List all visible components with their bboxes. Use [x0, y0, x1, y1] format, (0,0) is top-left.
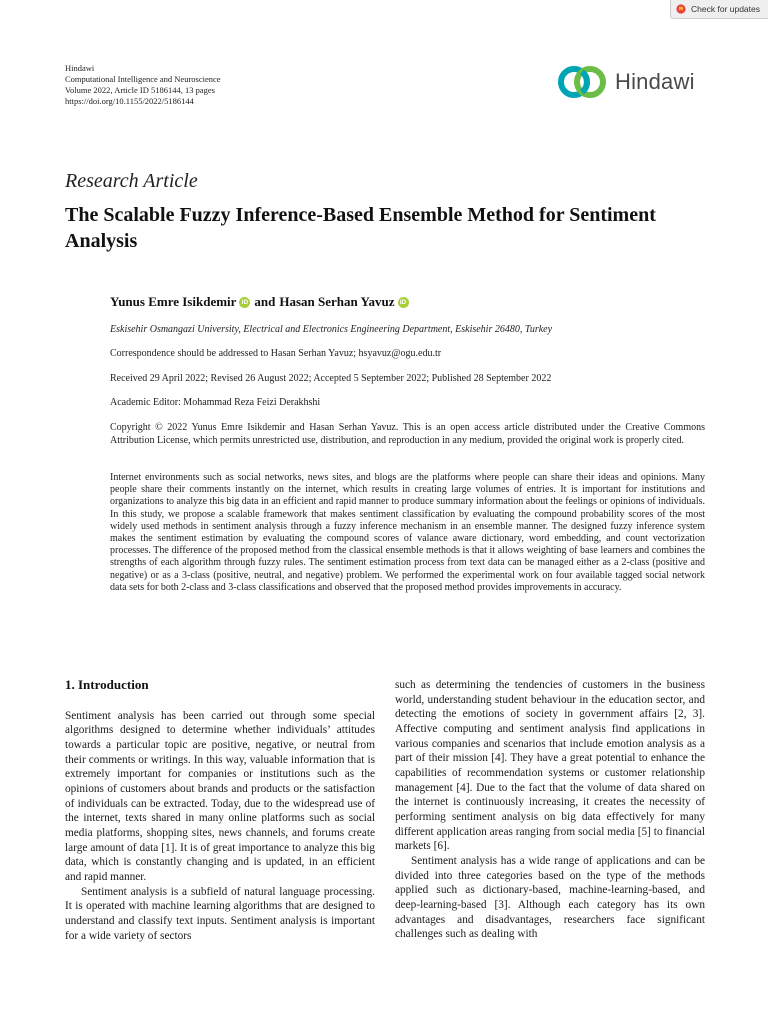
body-paragraph: Sentiment analysis has been carried out through some special algorithms designed to determine whether individuals’ attitudes towards a particular topic are positive, negative, or neutral from their comments or writings. In this way, valuable information that is extremely important for companies or institutions such as the opinions of customers about brands and products or the satisfaction of individuals can be extracted. Today, due to the widespread use of the internet, texts shared in many online platforms such as social media platforms, shopping sites, news channels, and forums create large amount of data [1]. It is of great importance to analyze this big data, which is constantly changing and is updated, in an efficient and rapid manner.	[65, 709, 375, 883]
author-separator: and	[254, 294, 276, 309]
academic-editor: Academic Editor: Mohammad Reza Feizi Derakhshi	[110, 397, 321, 408]
abstract: Internet environments such as social networks, news sites, and blogs are the platforms where people can share their ideas and opinions. Many people share their comments instantly on the internet, which results in creating large volumes of entries. It is important for institutions and organizations to analyze this big data in an efficient and rapid manner to produce summary information about the feelings or opinions of individuals. In this study, we propose a scalable framework that makes sentiment classification by evaluating the compound probability scores of the most widely used methods in sentiment analysis through a fuzzy inference mechanism in an ensemble manner. The designed fuzzy inference system makes the sentiment estimation by evaluating the compound scores of valance aware dictionary, word embedding, and count vectorization processes. The difference of the proposed method from the classical ensemble methods is that it allows weighting of base learners and combines the strengths of each algorithm through fuzzy rules. The sentiment estimation process from text data can be managed either as a 2-class (positive and negative) or as a 3-class (positive, neutral, and negative) problem. We performed the experimental work on four available tagged social network data sets for both 2-class and 3-class classifications and observed that the proposed method provides improvements in accuracy.	[110, 472, 705, 593]
check-for-updates-label: Check for updates	[691, 4, 760, 14]
author-list	[110, 294, 413, 310]
article-title: The Scalable Fuzzy Inference-Based Ensemble Method for Sentiment Analysis	[65, 204, 656, 252]
body-column-right	[395, 678, 705, 942]
article-type: Research Article	[65, 170, 198, 192]
doi-link[interactable]: https://doi.org/10.1155/2022/5186144	[65, 96, 194, 106]
copyright-notice: Copyright © 2022 Yunus Emre Isikdemir and Hasan Serhan Yavuz. This is an open access article distributed under the Creative Commons Attribution License, which permits unrestricted use, distribution, and reproduction in any medium, provided the original work is properly cited.	[110, 422, 705, 446]
journal-name: Computational Intelligence and Neuroscience	[65, 74, 221, 84]
section-heading: 1. Introduction	[65, 677, 149, 692]
body-paragraph: such as determining the tendencies of customers in the business world, understanding student behaviour in the education sector, and detecting the emotions of society in government affairs [2, 3]. Affective computing and sentiment analysis find applications in various companies and scenarios that include emotion analysis as a part of their mission [4]. They have a great potential to enhance the capabilities of recommendation systems or customer relationship management [4]. Due to the fact that the volume of data shared on the internet is continuously increasing, it creates the necessity of performing sentiment analysis on big data effectively for many different application areas ranging from social media [5] to financial markets [6].	[395, 679, 705, 853]
correspondence: Correspondence should be addressed to Hasan Serhan Yavuz; hsyavuz@ogu.edu.tr	[110, 348, 442, 359]
body-column-left	[65, 676, 375, 943]
affiliation: Eskisehir Osmangazi University, Electrical and Electronics Engineering Department, Eskisehir 26480, Turkey	[110, 324, 553, 335]
hindawi-rings-logo-icon	[557, 62, 607, 102]
volume-info: Volume 2022, Article ID 5186144, 13 pages	[65, 85, 215, 95]
check-for-updates-icon	[676, 4, 686, 14]
orcid-icon[interactable]: iD	[239, 297, 250, 308]
publisher-name: Hindawi	[65, 63, 95, 73]
body-paragraph: Sentiment analysis has a wide range of applications and can be divided into three categories based on the type of the methods applied such as dictionary-based, machine-learning-based, and deep-learning-based [3]. Although each category has its own advantages and disadvantages, researchers face significant challenges such as dealing with	[395, 854, 705, 941]
hindawi-logo-text: Hindawi	[615, 69, 695, 94]
orcid-icon[interactable]: iD	[398, 297, 409, 308]
journal-header	[65, 63, 221, 107]
author-name[interactable]: Yunus Emre Isikdemir	[110, 294, 237, 309]
body-paragraph: Sentiment analysis is a subfield of natural language processing. It is operated with machine learning algorithms that are designed to understand and classify text inputs. Sentiment analysis is important for a wide variety of sectors	[65, 885, 375, 942]
publication-dates: Received 29 April 2022; Revised 26 August 2022; Accepted 5 September 2022; Published 28 September 2022	[110, 373, 552, 384]
hindawi-logo	[557, 62, 695, 102]
check-for-updates-button[interactable]	[670, 0, 768, 19]
author-name[interactable]: Hasan Serhan Yavuz	[279, 294, 395, 309]
